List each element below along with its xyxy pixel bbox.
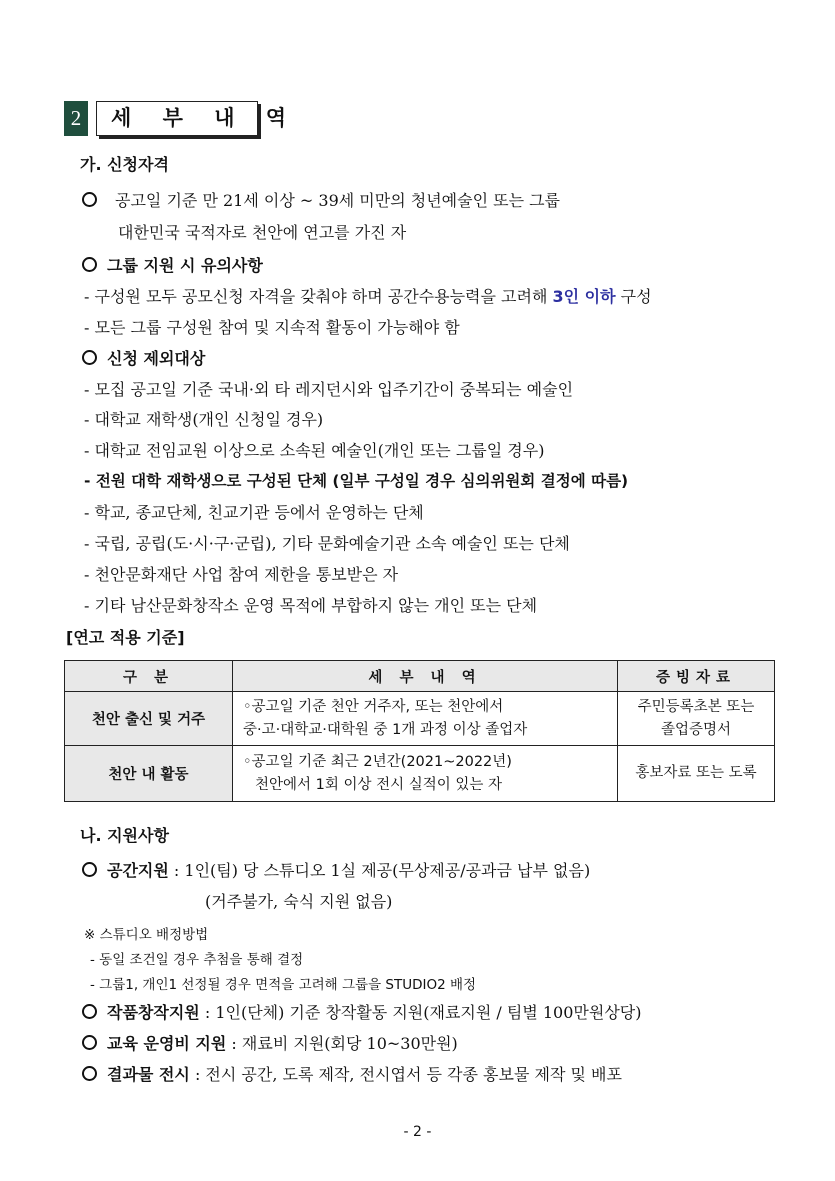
exclusion-item: - 국립, 공립(도·시·구·군립), 기타 문화예술기관 소속 예술인 또는 단체 xyxy=(84,534,570,553)
studio-note-item: - 그룹1, 개인1 선정될 경우 면적을 고려해 그룹을 STUDIO2 배정 xyxy=(90,977,477,993)
studio-note-item: - 동일 조건일 경우 추첨을 통해 결정 xyxy=(90,952,304,968)
table-row xyxy=(65,692,775,746)
group-heading: 그룹 지원 시 유의사항 xyxy=(82,253,263,276)
circle-bullet-icon xyxy=(82,1004,97,1019)
exclusion-item: - 대학교 전임교원 이상으로 소속된 예술인(개인 또는 그룹일 경우) xyxy=(84,441,545,460)
section-number: 2 xyxy=(64,101,88,136)
group-item-1: - 구성원 모두 공모신청 자격을 갖춰야 하며 공간수용능력을 고려해 3인 이하 구성 xyxy=(84,287,652,306)
highlight-three-or-fewer: 3인 이하 xyxy=(552,287,616,306)
exclusion-item: - 학교, 종교단체, 친교기관 등에서 운영하는 단체 xyxy=(84,503,424,522)
row-evidence: 주민등록초본 또는 졸업증명서 xyxy=(618,692,775,746)
criteria-heading: [연고 적용 기준] xyxy=(66,628,185,647)
table-row xyxy=(65,746,775,802)
header-evidence: 증빙자료 xyxy=(618,661,775,692)
row-evidence: 홍보자료 또는 도록 xyxy=(618,746,775,802)
section-title: 세 부 내 역 xyxy=(96,101,258,136)
education-support: 교육 운영비 지원 : 재료비 지원(회당 10~30만원) xyxy=(82,1031,458,1054)
exhibition-support: 결과물 전시 : 전시 공간, 도록 제작, 전시엽서 등 각종 홍보물 제작 및 배포 xyxy=(82,1062,622,1085)
eligibility-line-1: 공고일 기준 만 21세 이상 ~ 39세 미만의 청년예술인 또는 그룹 xyxy=(82,188,560,211)
page-number: - 2 - xyxy=(403,1124,432,1140)
part-a-heading: 가. 신청자격 xyxy=(80,155,169,174)
exclusion-item: - 천안문화재단 사업 참여 제한을 통보받은 자 xyxy=(84,565,399,584)
part-b-heading: 나. 지원사항 xyxy=(80,826,169,845)
space-support-note: (거주불가, 숙식 지원 없음) xyxy=(205,892,393,911)
studio-note-title: ※ 스튜디오 배정방법 xyxy=(84,927,209,943)
row-category: 천안 내 활동 xyxy=(65,746,233,802)
creation-support: 작품창작지원 : 1인(단체) 기준 창작활동 지원(재료지원 / 팀별 100만원상당) xyxy=(82,1000,641,1023)
space-support: 공간지원 : 1인(팀) 당 스튜디오 1실 제공(무상제공/공과금 납부 없음) xyxy=(82,858,590,881)
exclusion-item-bold: - 전원 대학 재학생으로 구성된 단체 (일부 구성일 경우 심의위원회 결정에 따름) xyxy=(84,472,629,490)
circle-bullet-icon xyxy=(82,257,97,272)
exclusion-item: - 대학교 재학생(개인 신청일 경우) xyxy=(84,410,324,429)
header-category: 구 분 xyxy=(65,661,233,692)
exclusion-heading: 신청 제외대상 xyxy=(82,346,205,369)
table-header-row xyxy=(65,661,775,692)
criteria-table xyxy=(64,660,775,802)
row-detail: ◦공고일 기준 천안 거주자, 또는 천안에서 중·고·대학교·대학원 중 1개 과정 이상 졸업자 xyxy=(233,692,618,746)
row-category: 천안 출신 및 거주 xyxy=(65,692,233,746)
group-item-2: - 모든 그룹 구성원 참여 및 지속적 활동이 가능해야 함 xyxy=(84,318,460,337)
circle-bullet-icon xyxy=(82,1035,97,1050)
circle-bullet-icon xyxy=(82,862,97,877)
eligibility-line-2: 대한민국 국적자로 천안에 연고를 가진 자 xyxy=(118,223,407,242)
exclusion-item: - 모집 공고일 기준 국내·외 타 레지던시와 입주기간이 중복되는 예술인 xyxy=(84,380,574,399)
circle-bullet-icon xyxy=(82,192,97,207)
circle-bullet-icon xyxy=(82,350,97,365)
circle-bullet-icon xyxy=(82,1066,97,1081)
row-detail: ◦공고일 기준 최근 2년간(2021~2022년) 천안에서 1회 이상 전시 실적이 있는 자 xyxy=(233,746,618,802)
header-detail: 세 부 내 역 xyxy=(233,661,618,692)
exclusion-item: - 기타 남산문화창작소 운영 목적에 부합하지 않는 개인 또는 단체 xyxy=(84,596,538,615)
